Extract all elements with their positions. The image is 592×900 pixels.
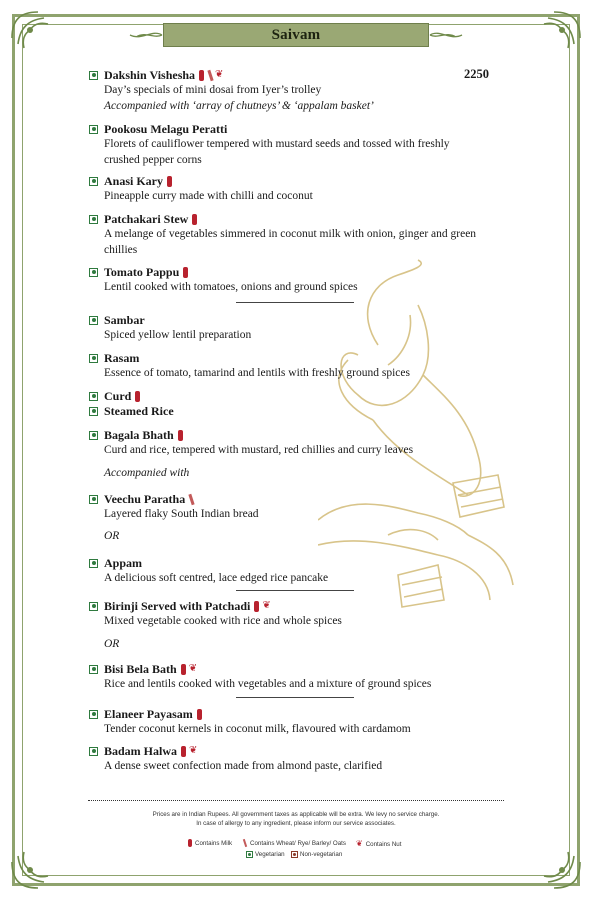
legend-nut: [356, 839, 401, 849]
menu-item-name: Bagala Bhath: [104, 427, 174, 442]
nut-icon: ❦: [356, 839, 363, 848]
menu-item-name: Pookosu Melagu Peratti: [104, 121, 228, 136]
legend-milk: [188, 839, 232, 847]
veg-icon: [89, 559, 98, 568]
section-divider: [236, 302, 354, 303]
veg-icon: [89, 392, 98, 401]
menu-item-patchakari-stew: [89, 211, 509, 258]
menu-item-bisi-bela-bath: [89, 661, 509, 693]
menu-item-description-cont: chillies: [104, 243, 138, 256]
nut-icon: ❦: [188, 663, 198, 674]
menu-item-name: Appam: [104, 555, 143, 570]
menu-item-elaneer-payasam: [89, 706, 509, 738]
menu-item-anasi-kary: [89, 173, 509, 205]
section-divider: [236, 590, 354, 591]
veg-icon: [89, 268, 98, 277]
milk-icon: [135, 391, 140, 402]
menu-item-name: Anasi Kary: [104, 173, 164, 188]
menu-item-description: Mixed vegetable cooked with rice and whole spices: [104, 615, 342, 627]
veg-icon: [89, 125, 98, 134]
menu-item-description: Spiced yellow lentil preparation: [104, 329, 252, 341]
menu-item-veechu-paratha: [89, 491, 509, 523]
legend-veg-label: Vegetarian: [255, 851, 285, 858]
menu-item-tomato-pappu: [89, 264, 509, 296]
menu-item-name: Tomato Pappu: [104, 264, 180, 279]
milk-icon: [197, 709, 202, 720]
legend-nut-label: Contains Nut: [365, 840, 402, 848]
veg-icon: [89, 354, 98, 363]
veg-icon: [89, 495, 98, 504]
legend-veg: [246, 851, 285, 858]
accompanied-with-label: Accompanied with: [104, 467, 190, 479]
veg-icon: [89, 431, 98, 440]
footer-allergy-note: In case of allergy to any ingredient, please inform our service associates.: [196, 820, 396, 827]
veg-icon: [89, 665, 98, 674]
wheat-icon: [207, 69, 213, 80]
milk-icon: [181, 746, 186, 757]
menu-item-name: Elaneer Payasam: [104, 706, 193, 721]
menu-item-name: Sambar: [104, 312, 145, 327]
menu-item-description: Layered flaky South Indian bread: [104, 508, 259, 520]
milk-icon: [167, 176, 172, 187]
menu-item-appam: [89, 555, 509, 587]
menu-item-name: Bisi Bela Bath: [104, 661, 177, 676]
veg-icon: [89, 71, 98, 80]
nut-icon: ❦: [215, 69, 224, 80]
menu-item-pookosu-melagu-peratti: [89, 121, 509, 168]
legend-milk-label: Contains Milk: [195, 839, 233, 847]
menu-item-description: A delicious soft centred, lace edged rice pancake: [104, 572, 329, 584]
milk-icon: [181, 664, 186, 675]
menu-item-description: A dense sweet confection made from almond paste, clarified: [104, 760, 383, 772]
menu-item-description: Lentil cooked with tomatoes, onions and ground spices: [104, 281, 358, 293]
menu-item-sambar: [89, 312, 509, 344]
legend-nonveg: [291, 851, 342, 858]
nut-icon: ❦: [262, 600, 271, 611]
menu-item-steamed-rice: [89, 403, 509, 419]
wheat-icon: [243, 839, 247, 847]
menu-item-description: Day’s specials of mini dosai from Iyer’s trolley: [104, 84, 322, 96]
menu-item-name: Dakshin Vishesha: [104, 67, 196, 82]
milk-icon: [192, 214, 197, 225]
veg-icon: [89, 710, 98, 719]
legend-nonveg-label: Non-vegetarian: [300, 851, 343, 858]
menu-item-description: Tender coconut kernels in coconut milk, flavoured with cardamom: [104, 723, 411, 735]
menu-item-name: Veechu Paratha: [104, 491, 186, 506]
section-divider: [236, 697, 354, 698]
milk-icon: [254, 601, 259, 612]
menu-item-dakshin-vishesha: [89, 67, 509, 114]
nut-icon: ❦: [189, 745, 198, 756]
menu-item-name: Birinji Served with Patchadi: [104, 598, 251, 613]
menu-item-name: Badam Halwa: [104, 743, 178, 758]
menu-item-description-cont: crushed pepper corns: [104, 153, 202, 166]
set-menu-price: 2250: [464, 67, 489, 81]
milk-icon: [199, 70, 204, 81]
footer-price-note: Prices are in Indian Rupees. All government taxes as applicable will be extra. We levy no service charge.: [152, 811, 440, 818]
menu-title: Saivam: [271, 26, 321, 43]
menu-item-name: Curd: [104, 388, 132, 403]
menu-item-description: Essence of tomato, tamarind and lentils with freshly ground spices: [104, 367, 410, 379]
menu-item-description: Curd and rice, tempered with mustard, red chillies and curry leaves: [104, 444, 414, 456]
menu-item-description: A melange of vegetables simmered in coconut milk with onion, ginger and green: [104, 228, 477, 240]
wheat-icon: [189, 493, 195, 504]
menu-item-description: Florets of cauliflower tempered with mustard seeds and tossed with freshly: [104, 138, 450, 150]
or-label: OR: [104, 638, 120, 650]
legend-wheat: [244, 839, 346, 847]
menu-item-birinji-patchadi: [89, 598, 509, 630]
menu-item-bagala-bhath: [89, 427, 509, 459]
menu-item-name: Steamed Rice: [104, 403, 174, 418]
milk-icon: [188, 839, 192, 847]
menu-item-rasam: [89, 350, 509, 382]
menu-item-name: Rasam: [104, 350, 140, 365]
menu-item-accompaniment: Accompanied with ‘array of chutneys’ & ‘appalam basket’: [104, 99, 374, 112]
or-label: OR: [104, 530, 120, 542]
footer-dotted-divider: [88, 800, 504, 801]
veg-icon: [246, 851, 253, 858]
veg-icon: [89, 177, 98, 186]
milk-icon: [178, 430, 183, 441]
veg-icon: [89, 316, 98, 325]
veg-icon: [89, 215, 98, 224]
menu-item-badam-halwa: [89, 743, 509, 775]
veg-icon: [89, 602, 98, 611]
milk-icon: [183, 267, 188, 278]
veg-icon: [89, 747, 98, 756]
menu-item-description: Pineapple curry made with chilli and coconut: [104, 190, 313, 202]
veg-icon: [89, 407, 98, 416]
menu-item-curd: [89, 388, 509, 404]
legend-wheat-label: Contains Wheat/ Rye/ Barley/ Oats: [250, 839, 346, 847]
menu-item-name: Patchakari Stew: [104, 211, 189, 226]
non-veg-icon: [291, 851, 298, 858]
menu-item-description: Rice and lentils cooked with vegetables and a mixture of ground spices: [104, 678, 432, 690]
